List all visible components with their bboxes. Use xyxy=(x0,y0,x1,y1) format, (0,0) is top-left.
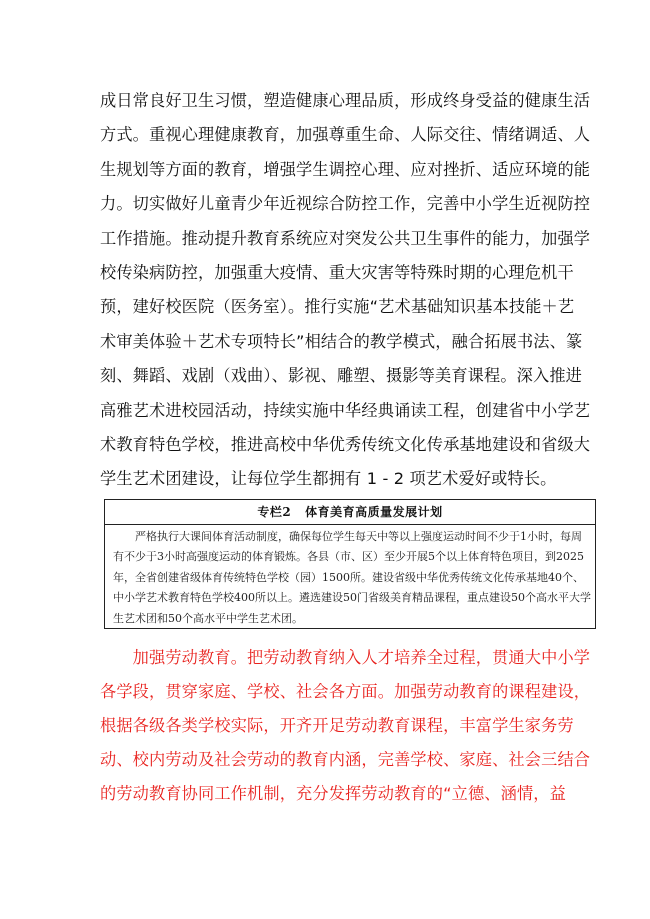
text-line: 高雅艺术进校园活动，持续实施中华经典诵读工程，创建省中小学艺 xyxy=(100,400,591,420)
text-line: 方式。重视心理健康教育，加强尊重生命、人际交往、情绪调适、人 xyxy=(100,125,591,145)
text-line: 术审美体验＋艺术专项特长”相结合的教学模式，融合拓展书法、篆 xyxy=(100,331,583,351)
body-paragraph xyxy=(100,84,591,497)
column-box-line: 年，全省创建省级体育传统特色学校（园）1500所。建设省级中华优秀传统文化传承基地40个、 xyxy=(113,570,584,584)
text-line: 加强劳动教育。把劳动教育纳入人才培养全过程，贯通大中小学 xyxy=(100,648,591,667)
text-line: 各学段，贯穿家庭、学校、社会各方面。加强劳动教育的课程建设， xyxy=(100,682,591,701)
text-line: 学生艺术团建设，让每位学生都拥有 1 - 2 项艺术爱好或特长。 xyxy=(100,469,557,489)
column-box-title xyxy=(105,500,595,525)
column-box-number: 专栏2 xyxy=(257,505,292,519)
text-line: 工作措施。推动提升教育系统应对突发公共卫生事件的能力，加强学 xyxy=(100,228,591,248)
column-box-heading: 体育美育高质量发展计划 xyxy=(305,505,443,519)
column-box-line: 生艺术团和50个高水平中学生艺术团。 xyxy=(113,611,303,625)
text-line: 根据各级各类学校实际，开齐开足劳动教育课程，丰富学生家务劳 xyxy=(100,716,574,735)
column-box-line: 严格执行大课间体育活动制度，确保每位学生每天中等以上强度运动时间不少于1小时，每周 xyxy=(113,530,582,543)
text-line: 的劳动教育协同工作机制，充分发挥劳动教育的“立德、涵情，益 xyxy=(100,784,566,803)
text-line: 刻、舞蹈、戏剧（戏曲）、影视、雕塑、摄影等美育课程。深入推进 xyxy=(100,366,583,386)
text-line: 生规划等方面的教育，增强学生调控心理、应对挫折、适应环境的能 xyxy=(100,159,591,179)
labor-education-paragraph xyxy=(100,641,591,811)
text-line: 校传染病防控，加强重大疫情、重大灾害等特殊时期的心理危机干 xyxy=(100,262,574,282)
text-line: 力。切实做好儿童青少年近视综合防控工作，完善中小学生近视防控 xyxy=(100,194,591,214)
column-box-line: 有不少于3小时高强度运动的体育锻炼。各县（市、区）至少开展5个以上体育特色项目，到2025 xyxy=(113,550,584,564)
text-line: 动、校内劳动及社会劳动的教育内涵，完善学校、家庭、社会三结合 xyxy=(100,750,591,769)
column-box-line: 中小学艺术教育特色学校400所以上。遴选建设50门省级美育精品课程，重点建设50个高水平大学 xyxy=(113,591,591,605)
column-box xyxy=(104,499,596,629)
text-line: 成日常良好卫生习惯，塑造健康心理品质，形成终身受益的健康生活 xyxy=(100,91,591,110)
text-line: 术教育特色学校，推进高校中华优秀传统文化传承基地建设和省级大 xyxy=(100,434,591,454)
column-box-body xyxy=(105,525,595,629)
text-line: 预，建好校医院（医务室）。推行实施“艺术基础知识基本技能＋艺 xyxy=(100,297,575,317)
